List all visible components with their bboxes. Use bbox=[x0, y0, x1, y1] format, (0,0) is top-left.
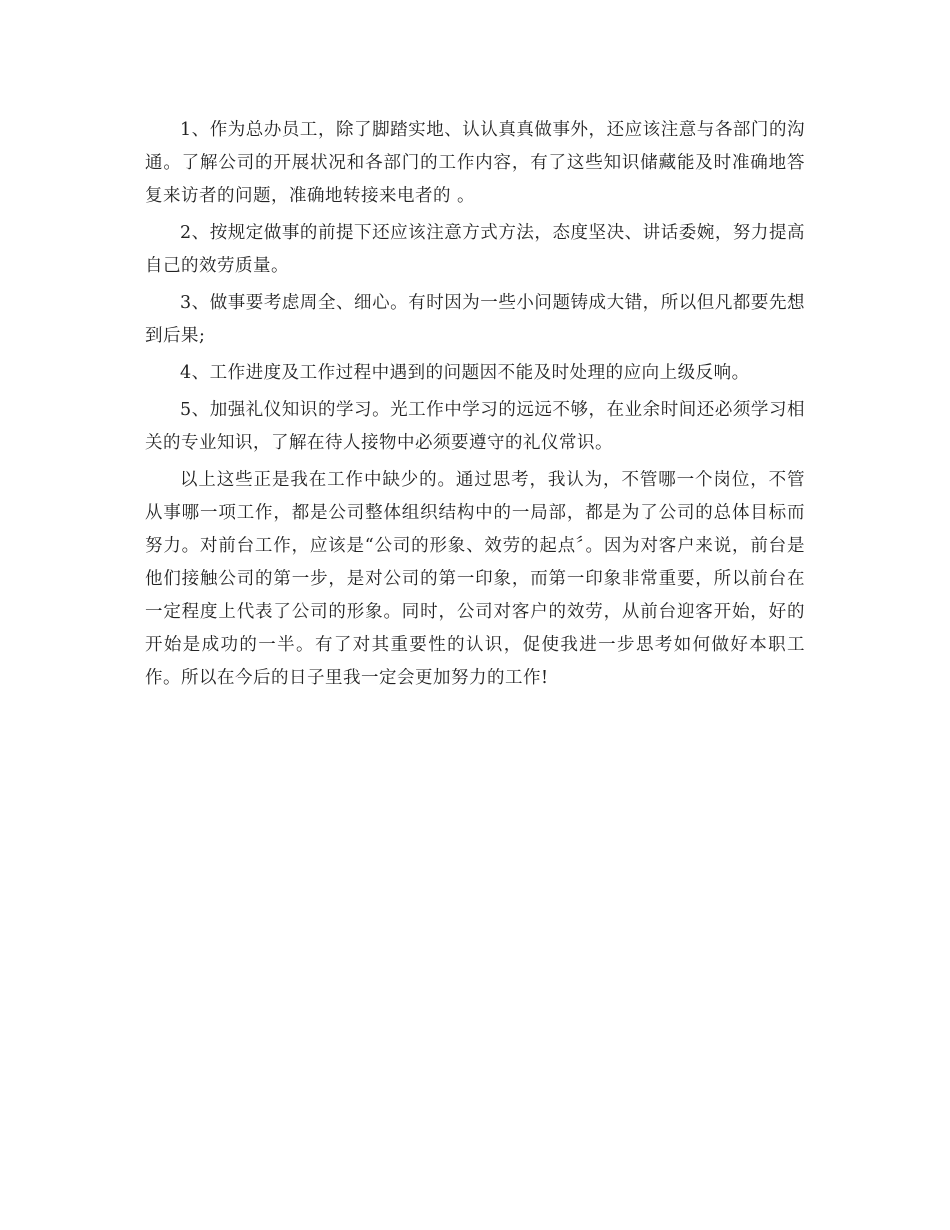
paragraph-item-5: 5、加强礼仪知识的学习。光工作中学习的远远不够，在业余时间还必须学习相关的专业知识，了解在待人接物中必须要遵守的礼仪常识。 bbox=[145, 400, 805, 453]
paragraph-item-3: 3、做事要考虑周全、细心。有时因为一些小问题铸成大错，所以但凡都要先想到后果; bbox=[145, 293, 805, 346]
paragraph-item-4: 4、工作进度及工作过程中遇到的问题因不能及时处理的应向上级反响。 bbox=[180, 363, 750, 383]
paragraph-summary: 以上这些正是我在工作中缺少的。通过思考，我认为，不管哪一个岗位，不管从事哪一项工作，都是公司整体组织结构中的一局部，都是为了公司的总体目标而努力。对前台工作，应该是“公司的形象、效劳的起点〞。因为对客户来说，前台是他们接触公司的第一步，是对公司的第一印象，而第一印象非常重要，所以前台在一定程度上代表了公司的形象。同时，公司对客户的效劳，从前台迎客开始，好的开始是成功的一半。有了对其重要性的认识，促使我进一步思考如何做好本职工作。所以在今后的日子里我一定会更加努力的工作! bbox=[145, 470, 805, 688]
document-body bbox=[145, 114, 805, 699]
paragraph-item-2: 2、按规定做事的前提下还应该注意方式方法，态度坚决、讲话委婉，努力提高自己的效劳质量。 bbox=[145, 223, 805, 276]
paragraph-item-1: 1、作为总办员工，除了脚踏实地、认认真真做事外，还应该注意与各部门的沟通。了解公司的开展状况和各部门的工作内容，有了这些知识储藏能及时准确地答复来访者的问题，准确地转接来电者的 。 bbox=[145, 120, 805, 206]
